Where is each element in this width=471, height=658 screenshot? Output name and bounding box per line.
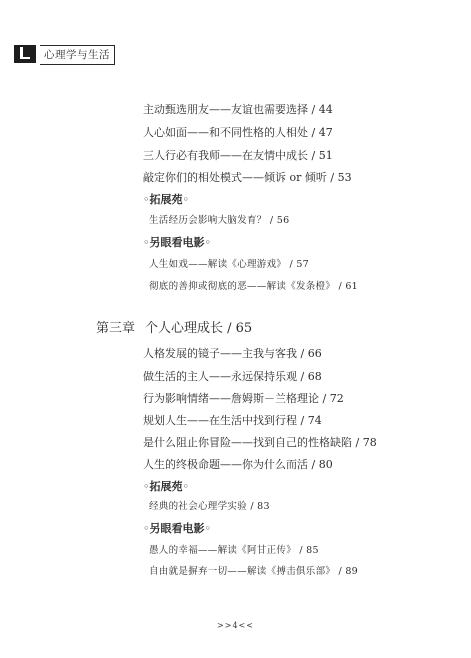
toc-entry[interactable]: 三人行必有我师——在友情中成长 / 51: [143, 149, 333, 162]
toc-sub-entry[interactable]: 彻底的善抑或彻底的恶——解读《发条橙》 / 61: [149, 281, 359, 292]
toc-entry[interactable]: 敲定你们的相处模式——倾诉 or 倾听 / 53: [143, 171, 352, 184]
toc-entry[interactable]: 规划人生——在生活中找到行程 / 74: [143, 414, 322, 427]
toc-sub-entry[interactable]: 人生如戏——解读《心理游戏》 / 57: [149, 259, 310, 270]
chapter-number: 第三章: [96, 321, 136, 336]
toc-sub-entry[interactable]: 愚人的幸福——解读《阿甘正传》 / 85: [149, 545, 319, 556]
chapter-heading[interactable]: [96, 317, 252, 336]
film-heading: ◦另眼看电影◦: [143, 522, 211, 535]
toc-entry[interactable]: 行为影响情绪——詹姆斯－兰格理论 / 72: [143, 392, 344, 405]
running-header: [14, 45, 144, 63]
toc-entry[interactable]: 主动甄选朋友——友谊也需要选择 / 44: [143, 103, 333, 116]
chapter-title: 个人心理成长 / 65: [145, 321, 253, 336]
toc-sub-entry[interactable]: 经典的社会心理学实验 / 83: [149, 501, 270, 512]
logo-mark-icon: [20, 47, 30, 59]
toc-entry[interactable]: 做生活的主人——永远保持乐观 / 68: [143, 370, 322, 383]
page-number: >>4<<: [217, 621, 254, 630]
publisher-logo: [14, 45, 36, 63]
toc-entry[interactable]: 是什么阻止你冒险——找到自己的性格缺陷 / 78: [143, 436, 377, 449]
toc-entry[interactable]: 人生的终极命题——你为什么而活 / 80: [143, 458, 333, 471]
header-title: 心理学与生活: [40, 45, 115, 65]
film-heading: ◦另眼看电影◦: [143, 236, 211, 249]
extension-heading: ◦拓展苑◦: [143, 193, 189, 206]
toc-sub-entry[interactable]: 自由就是摒弃一切——解读《搏击俱乐部》 / 89: [149, 566, 359, 577]
toc-entry[interactable]: 人格发展的镜子——主我与客我 / 66: [143, 347, 322, 360]
toc-entry[interactable]: 人心如面——和不同性格的人相处 / 47: [143, 126, 333, 139]
toc-sub-entry[interactable]: 生活经历会影响大脑发育？ / 56: [149, 215, 290, 226]
extension-heading: ◦拓展苑◦: [143, 480, 189, 493]
